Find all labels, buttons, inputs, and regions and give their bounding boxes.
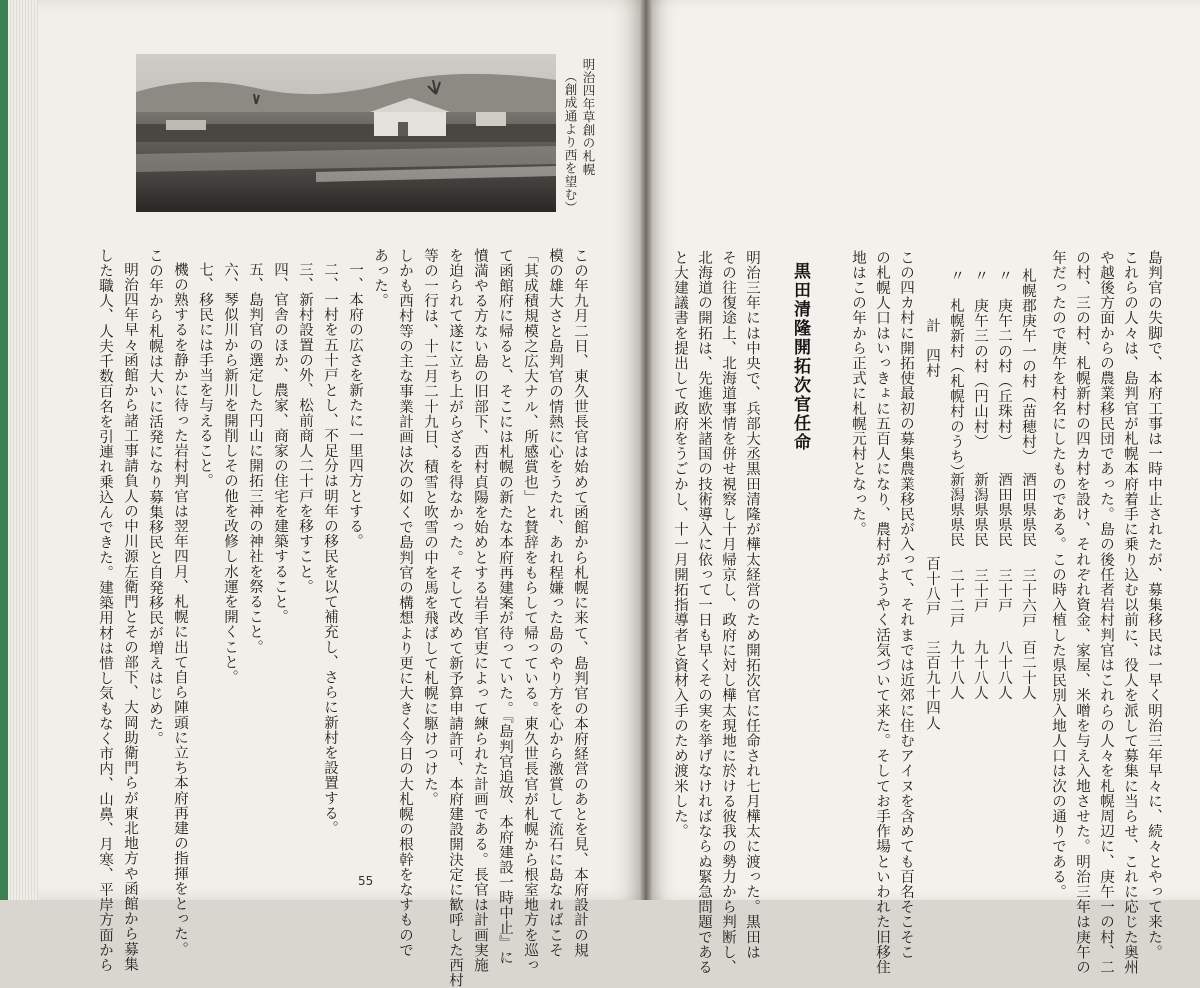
table-row-3-origin: 新潟県県民 [972, 472, 988, 548]
left-list-item-1: 一、本府の広さを新たに一里四方とする。 [347, 262, 363, 549]
page-edges [8, 0, 42, 900]
right-text-line-8: 地はこの年から正式に札幌元村となった。 [850, 250, 866, 537]
left-text-line-1: この年九月二日、東久世長官は始めて函館から札幌に来て、島判官の本府経営のあとを見、本府設計の規 [572, 248, 588, 958]
left-text-line-3: 「其成積規模之広大ナル、所感賞也」と賛辞をもらして帰っている。東久世長官が札幌から根室地方を巡っ [522, 248, 538, 973]
left-text-line-18: この年から札幌は大いに活発になり募集移民と自発移民が増えはじめた。 [147, 248, 163, 747]
table-row-1-name: 札幌郡庚午一の村（苗穂村） [1020, 268, 1036, 465]
right-text-line-5: 年だったので庚午を村名にしたものである。この時入植した県民別入地人口は次の通りである。 [1050, 250, 1066, 900]
left-text-line-20: した職人、人夫千数百名を引連れ乗込んできた。建築用材は惜し気もなく市内、山鼻、月寒、平岸方面から [97, 248, 113, 973]
table-row-4-households: 二十二戸 [948, 568, 964, 629]
table-row-3-name: 〃 庚午三の村（円山村） [972, 268, 988, 450]
right-text-line-11: 北海道の開拓は、先進欧米諸国の技術導入に依って一日も早くその実を挙げなければならぬ緊急問題である [696, 250, 712, 975]
photo-caption-line-2: （創成通より西を望む） [563, 70, 578, 215]
left-list-item-5: 五、島判官の選定した円山に開拓三神の神社を祭ること。 [247, 262, 263, 655]
table-row-2-people: 八十八人 [996, 640, 1012, 701]
table-total-people: 三百九十四人 [924, 640, 940, 731]
table-row-2-name: 〃 庚午二の村（丘珠村） [996, 268, 1012, 450]
left-text-line-7: 等の一行は、十二月二十九日、積雪と吹雪の中を馬を飛ばして札幌に駆けつけた。 [422, 248, 438, 807]
right-text-line-12: と大建議書を提出して政府をうごかし、十一月開拓指導者と資材入手のため渡米した。 [672, 250, 688, 839]
right-text-line-2: これらの人々は、島判官が札幌本府着手に乗り込む以前に、役人を派して募集に当らせ、これに応じた奥州 [1122, 250, 1138, 975]
left-text-line-2: 模の雄大さと島判官の情熱に心をうたれ、あれ程嫌った島のやり方を心から激賞して流石に島なればこそ [547, 248, 563, 958]
table-row-4-name: 〃 札幌新村（札幌村のうち） [948, 268, 964, 480]
table-row-2-origin: 酒田県県民 [996, 472, 1012, 548]
right-text-line-9: 明治三年には中央で、兵部大丞黒田清隆が樺太経営のため開拓次官に任命され七月樺太に渡った。黒田は [744, 250, 760, 960]
photo-illustration [136, 54, 556, 212]
left-text-line-4: て函館府に帰ると、そこには札幌の新たな本府再建案が待っていた。『島判官追放、本府建設一時中止』に [497, 248, 513, 966]
left-text-line-17: 機の熟するを静かに待った岩村判官は翌年四月、札幌に出て自ら陣頭に立ち本府再建の指揮をとった。 [172, 262, 188, 957]
page-number: 55 [358, 874, 374, 888]
right-text-line-4: の村、三の村、札幌新村の四カ村を設け、それぞれ資金、家屋、米噌を与え入地させた。明治三年は庚午の [1074, 250, 1090, 975]
historical-photo [136, 54, 556, 212]
table-row-3-households: 三十戸 [972, 568, 988, 614]
table-row-2-households: 三十戸 [996, 568, 1012, 614]
table-total-households: 百十八戸 [924, 556, 940, 617]
left-list-item-4: 四、官舎のほか、農家、商家の住宅を建築すること。 [272, 262, 288, 625]
left-text-line-9: あった。 [372, 248, 388, 309]
left-text-line-8: しかも西村等の主な事業計画は次の如くで島判官の構想より更に大きく今日の大札幌の根幹をなすもので [397, 248, 413, 958]
table-total-label: 計 四村 [924, 318, 940, 379]
left-text-line-6: を迫られて遂に立ち上がらざるを得なかった。そして改めて新予算申請許可、本府建設開決定に歓呼した西村 [447, 248, 463, 988]
right-text-line-10: その往復途上、北海道事情を併せ視察し十月帰京し、政府に対し樺太現地に於ける彼我の勢力から判断し、 [720, 250, 736, 975]
left-list-item-3: 三、新村設置の外、松前商人二十戸を移すこと。 [297, 262, 313, 595]
photo-caption-line-1: 明治四年草創の札幌 [581, 58, 596, 176]
table-row-1-households: 三十六戸 [1020, 568, 1036, 629]
book-gutter [640, 0, 652, 900]
right-text-line-6: この四カ村に開拓使最初の募集農業移民が入って、それまでは近郊に住むアイヌを含めても百名そこそこ [898, 250, 914, 960]
left-text-line-5: 憤満やる方ない島の旧部下、西村貞陽を始めとする岩手官吏によって練られた計画である。長官は計画実施 [472, 248, 488, 973]
section-heading: 黒田清隆開拓次官任命 [790, 262, 810, 452]
right-text-line-1: 島判官の失脚で、本府工事は一時中止されたが、募集移民は一早く明治三年早々に、続々とやって来た。 [1146, 250, 1162, 960]
right-text-line-3: や越後方面からの農業移民団であった。島の後任者岩村判官はこれらの人々を札幌周辺に、庚午一の村、二 [1098, 250, 1114, 975]
table-row-1-origin: 酒田県県民 [1020, 472, 1036, 548]
table-row-4-origin: 新潟県県民 [948, 472, 964, 548]
left-text-line-19: 明治四年早々函館から諸工事請負人の中川源左衛門とその部下、大岡助衛門らが東北地方や函館から募集 [122, 262, 138, 972]
left-list-item-7: 七、移民には手当を与えること。 [197, 262, 213, 489]
right-text-line-7: の札幌人口はいっきょに五百人になり、農村がようやく活気づいて来た。そしてお手作場といわれた旧移住 [874, 250, 890, 975]
table-row-4-people: 九十八人 [948, 640, 964, 701]
table-row-1-people: 百二十人 [1020, 640, 1036, 701]
table-row-3-people: 九十八人 [972, 640, 988, 701]
left-list-item-6: 六、琴似川から新川を開削しその他を改修し水運を開くこと。 [222, 262, 238, 685]
left-list-item-2: 二、一村を五十戸とし、不足分は明年の移民を以て補充し、さらに新村を設置する。 [322, 262, 338, 836]
